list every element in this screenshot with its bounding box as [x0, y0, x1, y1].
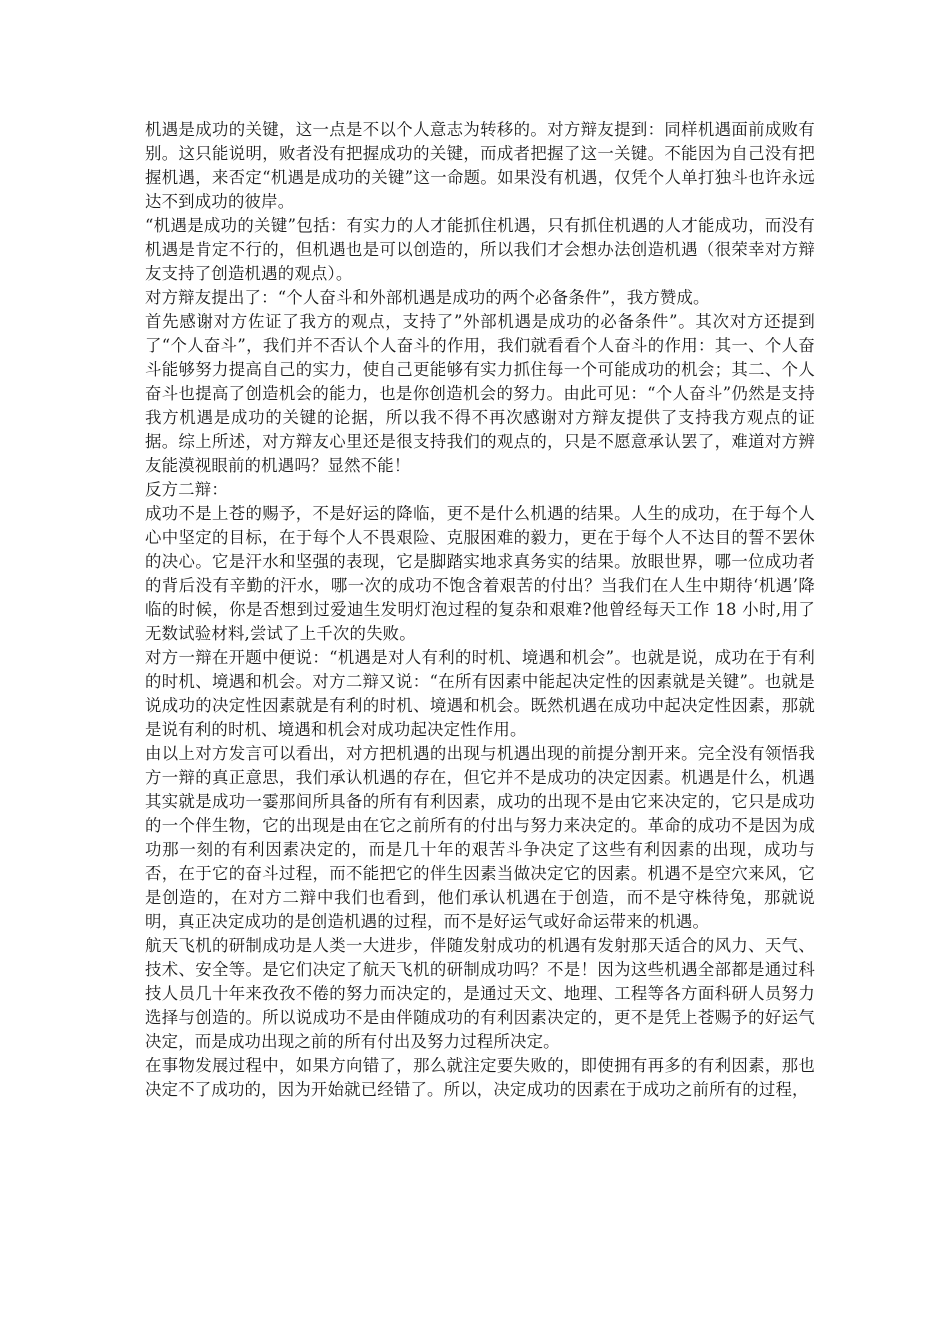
paragraph-4: 首先感谢对方佐证了我方的观点，支持了”外部机遇是成功的必备条件”。其次对方还提到了“个人奋斗”，我们并不否认个人奋斗的作用，我们就看看个人奋斗的作用：其一、个人奋斗能够努力提高自己的实力，使自己更能够有实力抓住每一个可能成功的机会；其二、个人奋斗也提高了创造机会的能力，也是你创造机会的努力。由此可见：“个人奋斗”仍然是支持我方机遇是成功的关键的论据，所以我不得不再次感谢对方辩友提供了支持我方观点的证据。综上所述，对方辩友心里还是很支持我们的观点的，只是不愿意承认罢了，难道对方辨友能漠视眼前的机遇吗？显然不能！ — [145, 312, 815, 475]
document-body — [145, 118, 815, 1102]
paragraph-9: 航天飞机的研制成功是人类一大进步，伴随发射成功的机遇有发射那天适合的风力、天气、技术、安全等。是它们决定了航天飞机的研制成功吗？不是！因为这些机遇全部都是通过科技人员几十年来孜孜不倦的努力而决定的，是通过天文、地理、工程等各方面科研人员努力选择与创造的。所以说成功不是由伴随成功的有利因素决定的，更不是凭上苍赐予的好运气决定，而是成功出现之前的所有付出及努力过程所决定。 — [145, 936, 815, 1051]
paragraph-3: 对方辩友提出了：“个人奋斗和外部机遇是成功的两个必备条件”，我方赞成。 — [145, 288, 710, 307]
paragraph-6: 成功不是上苍的赐予，不是好运的降临，更不是什么机遇的结果。人生的成功，在于每个人心中坚定的目标，在于每个人不畏艰险、克服困难的毅力，更在于每个人不达目的誓不罢休的决心。它是汗水和坚强的表现，它是脚踏实地求真务实的结果。放眼世界，哪一位成功者的背后没有辛勤的汗水，哪一次的成功不饱含着艰苦的付出？当我们在人生中期待‘机遇’降临的时候，你是否想到过爱迪生发明灯泡过程的复杂和艰难?他曾经每天工作 18 小时,用了无数试验材料,尝试了上千次的失败。 — [145, 504, 815, 643]
paragraph-8: 由以上对方发言可以看出，对方把机遇的出现与机遇出现的前提分割开来。完全没有领悟我方一辩的真正意思，我们承认机遇的存在，但它并不是成功的决定因素。机遇是什么，机遇其实就是成功一霎那间所具备的所有有利因素，成功的出现不是由它来决定的，它只是成功的一个伴生物，它的出现是由在它之前所有的付出与努力来决定的。革命的成功不是因为成功那一刻的有利因素决定的，而是几十年的艰苦斗争决定了这些有利因素的出现，成功与否，在于它的奋斗过程，而不能把它的伴生因素当做决定它的因素。机遇不是空穴来风，它是创造的，在对方二辩中我们也看到，他们承认机遇在于创造，而不是守株待兔，那就说明，真正决定成功的是创造机遇的过程，而不是好运气或好命运带来的机遇。 — [145, 744, 815, 931]
paragraph-1: 机遇是成功的关键，这一点是不以个人意志为转移的。对方辩友提到：同样机遇面前成败有别。这只能说明，败者没有把握成功的关键，而成者把握了这一关键。不能因为自己没有把握机遇，来否定“机遇是成功的关键”这一命题。如果没有机遇，仅凭个人单打独斗也许永远达不到成功的彼岸。 — [145, 120, 815, 211]
paragraph-7: 对方一辩在开题中便说：“机遇是对人有利的时机、境遇和机会”。也就是说，成功在于有利的时机、境遇和机会。对方二辩又说：“在所有因素中能起决定性的因素就是关键”。也就是说成功的决定性因素就是有利的时机、境遇和机会。既然机遇在成功中起决定性因素，那就是说有利的时机、境遇和机会对成功起决定性作用。 — [145, 648, 815, 739]
section-heading-rebuttal-2: 反方二辩： — [145, 480, 228, 499]
paragraph-2: “机遇是成功的关键”包括：有实力的人才能抓住机遇，只有抓住机遇的人才能成功，而没有机遇是肯定不行的，但机遇也是可以创造的，所以我们才会想办法创造机遇（很荣幸对方辩友支持了创造机遇的观点）。 — [145, 216, 815, 283]
paragraph-10: 在事物发展过程中，如果方向错了，那么就注定要失败的，即使拥有再多的有利因素，那也决定不了成功的，因为开始就已经错了。所以，决定成功的因素在于成功之前所有的过程， — [145, 1056, 815, 1099]
